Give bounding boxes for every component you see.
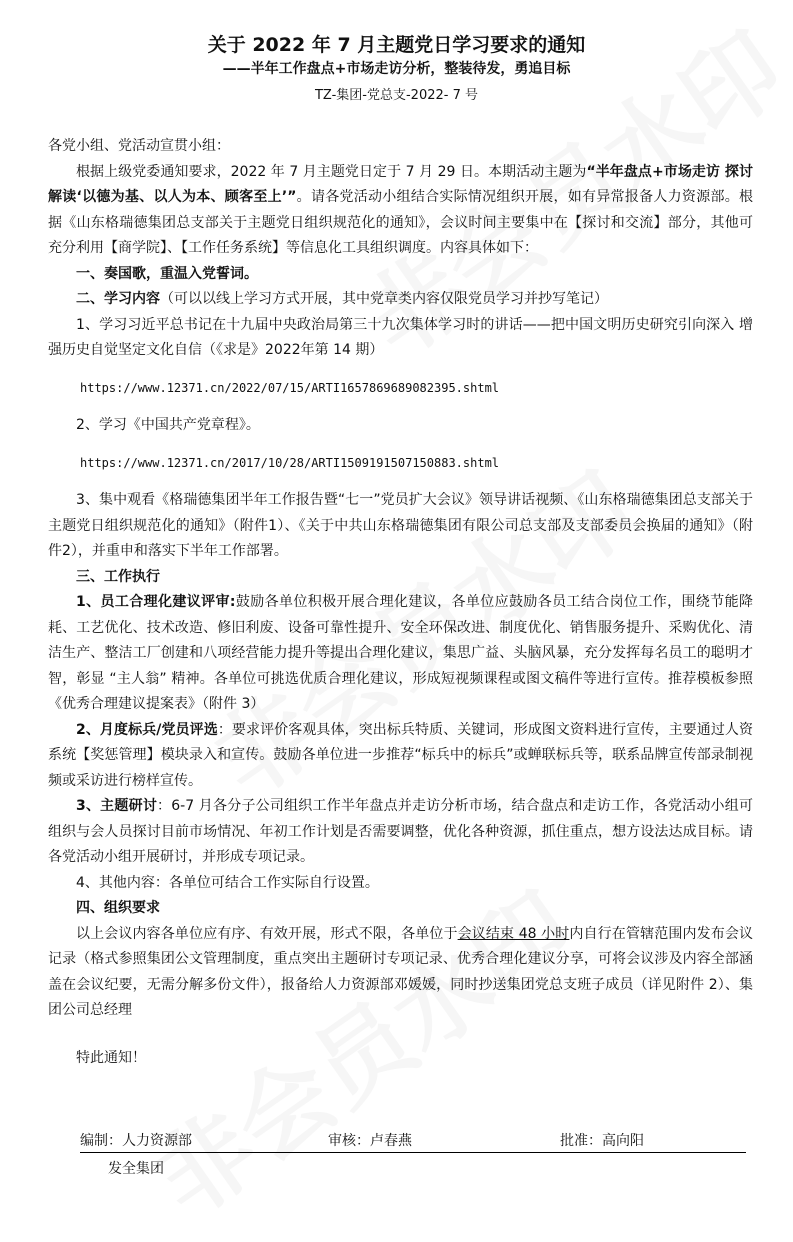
study-item-2: 2、学习《中国共产党章程》。 bbox=[76, 417, 260, 433]
intro-paragraph: 根据上级党委通知要求，2022 年 7 月主题党日定于 7 月 29 日。本期活动主题为“半年盘点+市场走访 探讨解读‘以德为基、以人为本、顾客至上’”。请各党活动小组结合实际情况组织开展，如有异常报备人力资源部。根据《山东格瑞德集团总支部关于主题党日组织规范化的通知》，会议时间主要集中在【探讨和交流】部分，其他可充分利用【商学院】、【工作任务系统】等信息化工具组织调度。内容具体如下： bbox=[48, 163, 753, 256]
editor-label: 编制：人力资源部 bbox=[80, 1133, 192, 1149]
document-body bbox=[48, 134, 753, 1071]
document-title: 关于 2022 年 7 月主题党日学习要求的通知 bbox=[207, 34, 586, 56]
section-2-heading: 二、学习内容（可以以线上学习方式开展，其中党章类内容仅限党员学习并抄写笔记） bbox=[76, 291, 608, 307]
signature-line bbox=[80, 1132, 746, 1153]
approver-label: 批准：高向阳 bbox=[560, 1133, 644, 1149]
requirements-paragraph: 以上会议内容各单位应有序、有效开展，形式不限，各单位于会议结束 48 小时内自行在管辖范围内发布会议记录（格式参照集团公文管理制度，重点突出主题研讨专项记录、优秀合理化建议分享，可将会议涉及内容全部涵盖在会议纪要，无需分解多份文件），报备给人力资源部邓媛媛，同时抄送集团党总支班子成员（详见附件 2）、集团公司总经理 bbox=[48, 925, 754, 1018]
reviewer-label: 审核：卢春燕 bbox=[328, 1133, 412, 1149]
work-item-3: 3、主题研讨：6-7 月各分子公司组织工作半年盘点并走访分析市场，结合盘点和走访工作，各党活动小组可组织与会人员探讨目前市场情况、年初工作计划是否需要调整，优化各种资源，抓住重点，想方设法达成目标。请各党活动小组开展研讨，并形成专项记录。 bbox=[48, 798, 753, 865]
section-1-heading: 一、奏国歌，重温入党誓词。 bbox=[76, 265, 258, 282]
study-link-1: https://www.12371.cn/2022/07/15/ARTI1657869689082395.shtml bbox=[80, 380, 500, 395]
salutation: 各党小组、党活动宣贯小组： bbox=[48, 138, 230, 154]
closing-text: 特此通知！ bbox=[76, 1049, 146, 1066]
study-link-2: https://www.12371.cn/2017/10/28/ARTI1509191507150883.shtml bbox=[80, 455, 500, 470]
work-item-2: 2、月度标兵/党员评选：要求评价客观具体，突出标兵特质、关键词，形成图文资料进行宣传，主要通过人资系统【奖惩管理】模块录入和宣传。鼓励各单位进一步推荐“标兵中的标兵”或蝉联标兵等，联系品牌宣传部录制视频或采访进行榜样宣传。 bbox=[48, 721, 754, 789]
distribution-label: 发全集团 bbox=[108, 1161, 164, 1177]
section-4-heading: 四、组织要求 bbox=[76, 900, 160, 916]
document-number: TZ-集团-党总支-2022- 7 号 bbox=[314, 88, 478, 103]
deadline-text: 会议结束 48 小时 bbox=[457, 925, 570, 942]
document-subtitle: ——半年工作盘点+市场走访分析，整装待发，勇追目标 bbox=[222, 61, 571, 77]
intro-theme: “半年盘点+市场走访 探讨解读‘以德为基、以人为本、顾客至上’” bbox=[48, 163, 753, 205]
work-item-4: 4、其他内容：各单位可结合工作实际自行设置。 bbox=[76, 874, 379, 891]
work-item-1: 1、员工合理化建议评审:鼓励各单位积极开展合理化建议，各单位应鼓励各员工结合岗位工作，围绕节能降耗、工艺优化、技术改造、修旧利废、设备可靠性提升、安全环保改进、制度优化、销售服务提升、采购优化、清洁生产、整洁工厂创建和八项经营能力提升等提出合理化建议，集思广益、头脑风暴，充分发挥每名员工的聪明才智，彰显 “主人翁” 精神。各单位可挑选优质合理化建议，形成短视频课程或图文稿件等进行宣传。推荐模板参照《优秀合理建议提案表》（附件 3） bbox=[48, 594, 754, 712]
section-3-heading: 三、工作执行 bbox=[76, 568, 160, 585]
study-item-3: 3、集中观看《格瑞德集团半年工作报告暨“七一”党员扩大会议》领导讲话视频、《山东格瑞德集团总支部关于主题党日组织规范化的通知》（附件1）、《关于中共山东格瑞德集团有限公司总支部及支部委员会换届的通知》（附件2），并重申和落实下半年工作部署。 bbox=[48, 492, 753, 559]
study-item-1: 1、学习习近平总书记在十九届中央政治局第三十九次集体学习时的讲话——把中国文明历史研究引向深入 增强历史自觉坚定文化自信（《求是》2022年第 14 期） bbox=[48, 316, 753, 358]
